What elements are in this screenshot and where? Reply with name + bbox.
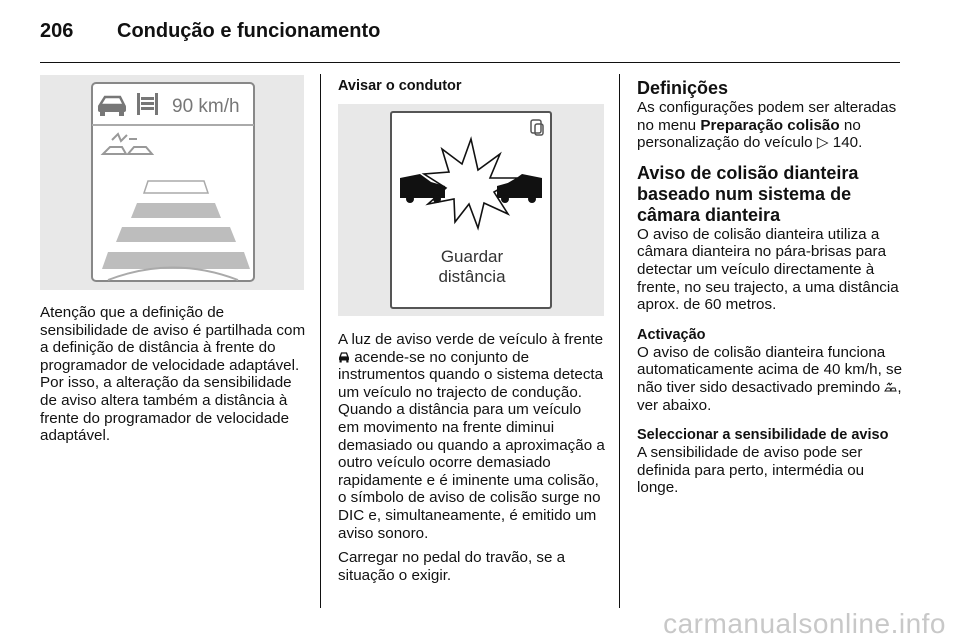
definicoes-heading: Definições	[637, 78, 729, 98]
vehicle-ahead-indicator-icon	[338, 352, 350, 363]
collision-warning-figure	[338, 104, 604, 316]
distance-bar-4	[102, 252, 250, 269]
activacao-heading: Activação	[637, 326, 706, 343]
cruise-display-figure	[40, 75, 304, 290]
collision-warning-illustration	[338, 104, 604, 316]
definicoes-paragraph: As configurações podem ser alteradas no menu Preparação colisão no personalização do veículo ▷ 140.	[637, 99, 897, 152]
guardar-label: Guardar	[440, 247, 504, 266]
warning-light-paragraph: A luz de aviso verde de veículo à frente acende-se no conjunto de instrumentos quando o sistema detecta um veículo no trajecto de condução. Quando a distância para um veículo em movimento na frente diminui demasiado ou quando a aproximação a outro veículo ocorre demasiado rapidamente e é iminente uma colisão, o símbolo de aviso de colisão surge no DIC e, simultaneamente, é emitido um aviso sonoro.	[338, 331, 605, 542]
column-3-text	[637, 78, 905, 497]
collision-alert-button-icon	[884, 382, 897, 393]
sensibilidade-paragraph: A sensibilidade de aviso pode ser definida para perto, intermédia ou longe.	[637, 444, 865, 497]
distance-bar-1	[144, 181, 208, 193]
page-number: 206	[40, 20, 74, 42]
cruise-display-illustration	[40, 75, 304, 290]
brake-paragraph: Carregar no pedal do travão, se a situação o exigir.	[338, 549, 566, 584]
page-title: Condução e funcionamento	[117, 20, 381, 42]
sensitivity-note-paragraph: Atenção que a definição de sensibilidade de aviso é partilhada com a definição de distância à frente do programador de velocidade adaptável. Por isso, a alteração da sensibilidade de aviso altera também a distância à frente do programador de velocidade adaptável.	[40, 304, 306, 445]
aviso-colisao-heading: Aviso de colisão dianteira baseado num sistema de câmara dianteira	[637, 162, 859, 225]
distancia-label: distância	[438, 267, 506, 286]
warn-driver-heading: Avisar o condutor	[338, 78, 462, 94]
column-2-heading-wrap	[338, 78, 604, 95]
distance-bar-2	[131, 203, 221, 218]
column-divider-1	[320, 74, 321, 608]
speed-readout: 90 km/h	[172, 96, 240, 117]
column-2-text	[338, 331, 606, 584]
header-rule	[40, 62, 900, 63]
aviso-colisao-paragraph: O aviso de colisão dianteira utiliza a câmara dianteira no pára-brisas para detectar um veículo directamente à frente, no seu trajecto, a uma distância aprox. de 60 metros.	[637, 225, 899, 314]
watermark-text: carmanualsonline.info	[663, 608, 946, 639]
page-reference-icon: ▷	[816, 134, 829, 152]
column-divider-2	[619, 74, 620, 608]
distance-bar-3	[116, 227, 236, 242]
sensibilidade-heading: Seleccionar a sensibilidade de aviso	[637, 427, 889, 444]
activacao-paragraph: O aviso de colisão dianteira funciona automaticamente acima de 40 km/h, se não tiver sido desactivado premindo , ver abaixo.	[637, 343, 903, 414]
column-1-text	[40, 304, 308, 445]
